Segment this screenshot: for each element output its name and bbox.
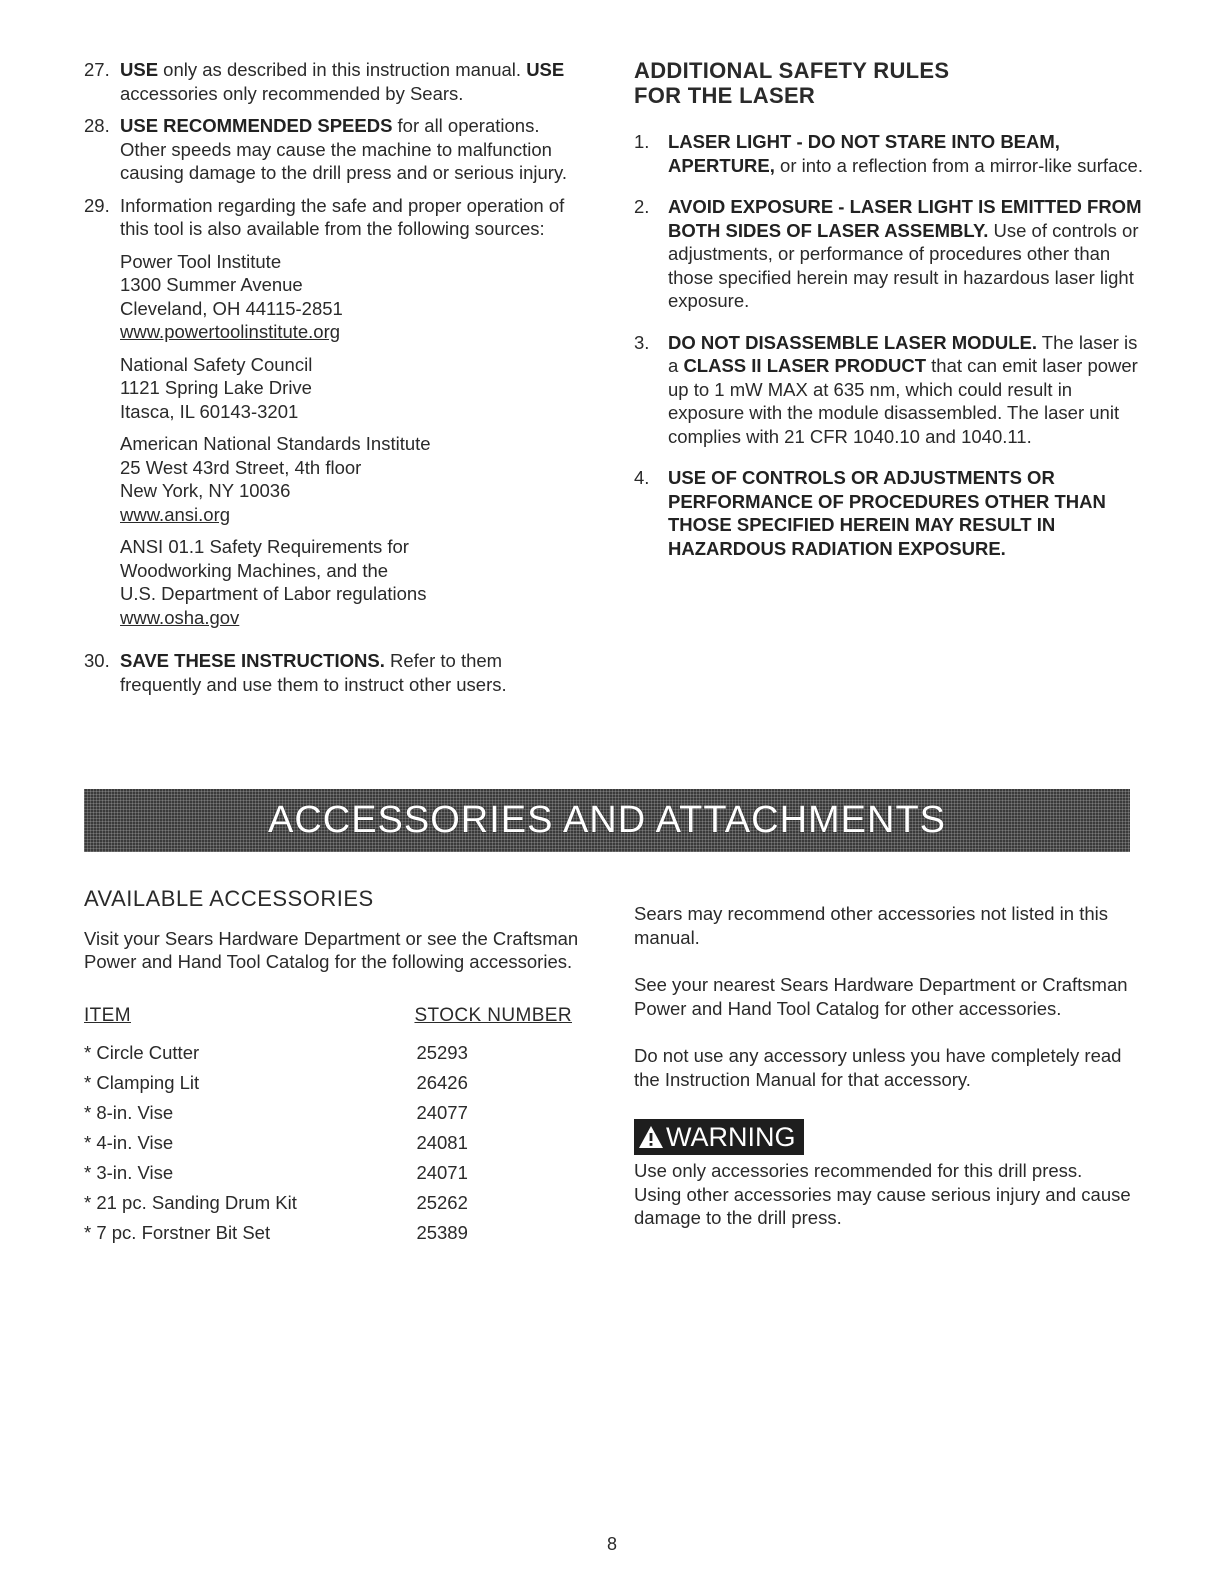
rule-lead: USE OF CONTROLS OR ADJUSTMENTS OR PERFORMANCE OF PROCEDURES OTHER THAN THOSE SPECIFIED HEREIN MAY RESULT IN HAZARDOUS RADIATION EXPOSURE.: [668, 467, 1106, 559]
rule-lead: LASER LIGHT - DO NOT STARE INTO BEAM, APERTURE,: [668, 131, 1060, 176]
item-name: * Circle Cutter: [84, 1042, 200, 1063]
rule-number: 3.: [634, 331, 650, 353]
address-line: National Safety Council: [120, 353, 313, 375]
item-name: * 21 pc. Sanding Drum Kit: [84, 1192, 297, 1213]
accessories-intro: Visit your Sears Hardware Department or see the Craftsman Power and Hand Tool Catalog for the following accessories.: [84, 927, 579, 972]
note-paragraph: Sears may recommend other accessories not listed in this manual.: [634, 903, 1109, 948]
address-line: 1121 Spring Lake Drive: [120, 377, 312, 398]
source-osha: [120, 535, 584, 629]
address-line: New York, NY 10036: [120, 480, 291, 501]
item-name: * Clamping Lit: [84, 1072, 200, 1093]
source-national-safety-council: [120, 353, 584, 424]
rule-number: 1.: [634, 131, 650, 152]
source-link[interactable]: www.osha.gov: [120, 606, 240, 628]
table-row: [84, 1131, 572, 1161]
section-title: [634, 58, 1144, 108]
stock-number: 24077: [416, 1102, 468, 1123]
section-title-line: FOR THE LASER: [634, 83, 816, 108]
rule-27: [84, 58, 584, 105]
rule-29: [84, 194, 584, 630]
rule-text: Information regarding the safe and proper operation of this tool is also available from the following sources:: [120, 194, 565, 239]
table-row: [84, 1191, 572, 1221]
rule-number: 30.: [84, 650, 110, 671]
stock-number: 25262: [416, 1192, 468, 1213]
rule-lead: USE: [120, 59, 159, 80]
warning-label: [634, 1119, 804, 1155]
address-line: 1300 Summer Avenue: [120, 274, 303, 295]
rule-text: only as described in this instruction manual.: [158, 59, 527, 80]
laser-safety-rules: [634, 58, 1144, 578]
table-row: [84, 1101, 572, 1131]
laser-rule-4: [634, 466, 1144, 560]
item-name: * 4-in. Vise: [84, 1132, 174, 1153]
warning-triangle-icon: [638, 1125, 664, 1149]
rule-28: [84, 114, 584, 185]
rule-text: Refer to them frequently and use them to instruct other users.: [120, 650, 507, 695]
address-line: Woodworking Machines, and the: [120, 559, 389, 581]
table-row: [84, 1221, 572, 1251]
rule-lead: AVOID EXPOSURE - LASER LIGHT IS EMITTED FROM BOTH SIDES OF LASER ASSEMBLY.: [668, 196, 1142, 241]
rule-number: 28.: [84, 115, 110, 136]
banner-title: ACCESSORIES AND ATTACHMENTS: [267, 799, 947, 841]
table-row: [84, 1041, 572, 1071]
rule-lead: DO NOT DISASSEMBLE LASER MODULE.: [668, 331, 1037, 353]
rule-text: The laser is a: [668, 331, 1138, 376]
section-banner: [84, 789, 1130, 852]
rule-lead-2: USE: [526, 59, 565, 80]
note-paragraph: See your nearest Sears Hardware Department or Craftsman Power and Hand Tool Catalog for other accessories.: [634, 974, 1128, 1019]
stock-number: 25293: [416, 1042, 468, 1063]
table-row: [84, 1161, 572, 1191]
address-line: ANSI 01.1 Safety Requirements for: [120, 536, 409, 557]
accessory-notes: [634, 902, 1134, 1254]
item-name: * 3-in. Vise: [84, 1162, 174, 1183]
rule-number: 2.: [634, 196, 650, 217]
rule-text: for all operations. Other speeds may cause the machine to malfunction causing damage to the drill press and or serious injury.: [120, 115, 567, 183]
rule-lead-2: CLASS II LASER PRODUCT: [683, 355, 927, 376]
source-ansi: [120, 432, 584, 526]
laser-rule-2: [634, 195, 1144, 313]
warning-label-text: WARNING: [666, 1122, 796, 1152]
note-paragraph: Do not use any accessory unless you have completely read the Instruction Manual for that accessory.: [634, 1045, 1122, 1090]
item-name: * 8-in. Vise: [84, 1102, 174, 1123]
rule-lead: SAVE THESE INSTRUCTIONS.: [120, 650, 385, 671]
source-link[interactable]: www.ansi.org: [120, 503, 231, 525]
rule-text-2: accessories only recommended by Sears.: [120, 82, 464, 104]
column-header-stock: STOCK NUMBER: [414, 1004, 572, 1026]
section-title-line: ADDITIONAL SAFETY RULES: [634, 58, 950, 83]
rule-30: [84, 649, 584, 696]
table-row: [84, 1071, 572, 1101]
address-line: American National Standards Institute: [120, 433, 431, 454]
stock-number: 24071: [416, 1162, 468, 1183]
source-power-tool-institute: [120, 250, 584, 344]
rule-number: 4.: [634, 467, 650, 488]
rule-text: Use of controls or adjustments, or performance of procedures other than those specified herein may result in hazardous laser light exposure.: [668, 219, 1139, 311]
stock-number: 24081: [416, 1132, 468, 1153]
stock-number: 25389: [416, 1222, 468, 1243]
warning-text: Use only accessories recommended for this drill press. Using other accessories may cause serious injury and cause damage to the drill press.: [634, 1160, 1131, 1228]
accessories-heading: AVAILABLE ACCESSORIES: [84, 886, 374, 911]
laser-rule-1: [634, 130, 1144, 177]
rule-text-2: that can emit laser power up to 1 mW MAX at 635 nm, which could result in exposure with the module disassembled. The laser unit complies with 21 CFR 1040.10 and 1040.11.: [668, 355, 1138, 447]
item-name: * 7 pc. Forstner Bit Set: [84, 1222, 271, 1243]
stock-number: 26426: [416, 1072, 468, 1093]
address-line: Itasca, IL 60143-3201: [120, 400, 299, 422]
available-accessories: [84, 887, 584, 1251]
address-line: Power Tool Institute: [120, 250, 282, 272]
accessories-table: [84, 1004, 572, 1252]
address-line: 25 West 43rd Street, 4th floor: [120, 456, 362, 478]
laser-rule-3: [634, 331, 1144, 449]
page-number: 8: [606, 1534, 617, 1554]
rule-lead: USE RECOMMENDED SPEEDS: [120, 115, 393, 136]
rule-number: 29.: [84, 194, 110, 216]
source-link[interactable]: www.powertoolinstitute.org: [120, 321, 341, 342]
address-line: Cleveland, OH 44115-2851: [120, 297, 343, 319]
general-safety-rules: [84, 58, 584, 705]
rule-text: or into a reflection from a mirror-like surface.: [774, 154, 1143, 176]
address-line: U.S. Department of Labor regulations: [120, 583, 427, 604]
column-header-item: ITEM: [84, 1004, 131, 1026]
rule-number: 27.: [84, 59, 110, 80]
